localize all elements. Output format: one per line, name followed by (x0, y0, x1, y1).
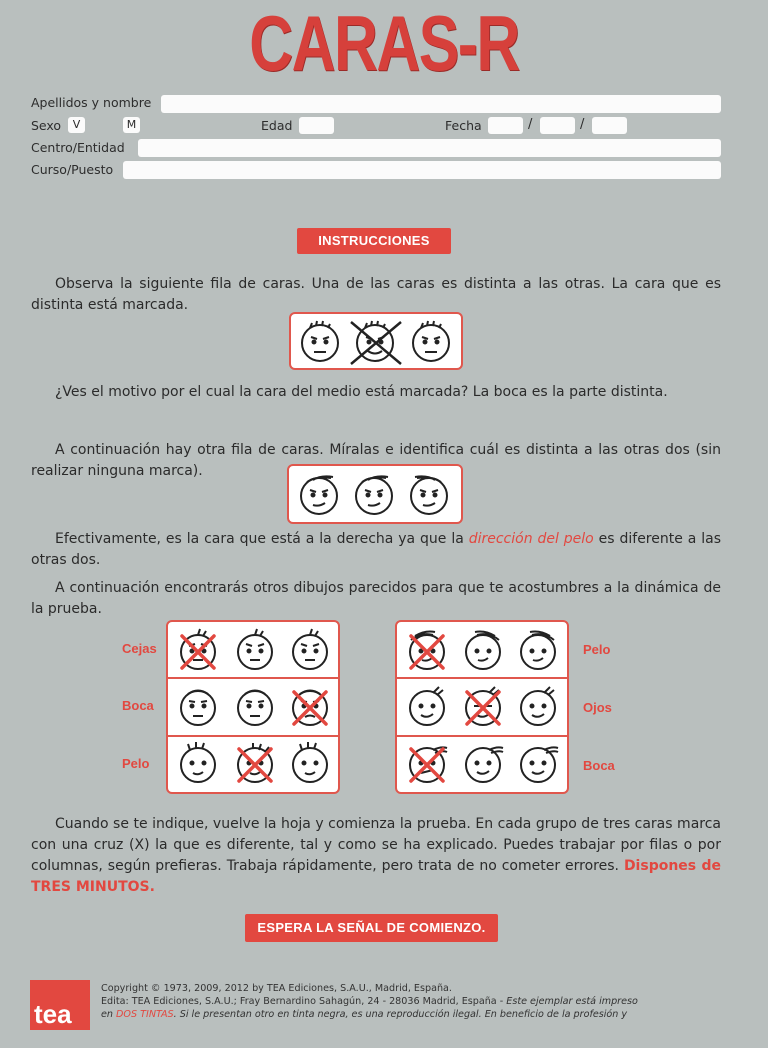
direction-paragraph: Efectivamente, es la cara que está a la derecha ya que la dirección del pelo es diferente a las otras dos. (31, 531, 721, 568)
edad-field[interactable] (299, 117, 334, 134)
tea-logo: tea (30, 980, 90, 1030)
example-faces-unmarked (287, 464, 463, 524)
curso-label: Curso/Puesto (31, 162, 114, 177)
left-row-label-1: Cejas (122, 641, 157, 656)
centro-field[interactable] (138, 139, 721, 157)
second-example-paragraph: A continuación hay otra fila de caras. Míralas e identifica cuál es distinta a las otras dos (sin realizar ninguna marca). (31, 442, 721, 479)
fecha-month-field[interactable] (540, 117, 575, 134)
sexo-label: Sexo (31, 118, 62, 133)
apellidos-label: Apellidos y nombre (31, 95, 152, 110)
highlight-text: dirección del pelo (468, 531, 594, 547)
sexo-v-option[interactable]: V (68, 117, 85, 133)
practice-paragraph: A continuación encontrarás otros dibujos parecidos para que te acostumbres a la dinámica de la prueba. (31, 580, 721, 617)
apellidos-field[interactable] (161, 95, 721, 113)
intro-paragraph: Observa la siguiente fila de caras. Una de las caras es distinta a las otras. La cara que es distinta está marcada. (31, 276, 721, 313)
fecha-label: Fecha (445, 118, 482, 133)
centro-label: Centro/Entidad (31, 140, 125, 155)
final-instructions-paragraph: Cuando se te indique, vuelve la hoja y comienza la prueba. En cada grupo de tres caras marca con una cruz (X) la que es diferente, tal y como se ha explicado. Puedes trabajar por filas o por columnas, según prefieras. Trabaja rápidamente, pero trata de no cometer errores. Dispones de TRES MINUTOS. (31, 816, 722, 895)
sexo-m-option[interactable]: M (123, 117, 140, 133)
right-row-label-1: Pelo (583, 642, 611, 657)
footer-line-3: en DOS TINTAS. Si le presentan otro en tinta negra, es una reproducción ilegal. En beneficio de la profesión y (101, 1009, 628, 1020)
fecha-day-field[interactable] (488, 117, 523, 134)
fecha-year-field[interactable] (592, 117, 627, 134)
footer-line-1: Copyright © 1973, 2009, 2012 by TEA Ediciones, S.A.U., Madrid, España. (101, 983, 452, 994)
fecha-separator: / (580, 117, 585, 132)
time-limit-text: Dispones de TRES MINUTOS. (31, 858, 722, 895)
example-faces-marked (289, 312, 463, 370)
explanation-paragraph: ¿Ves el motivo por el cual la cara del medio está marcada? La boca es la parte distinta. (55, 384, 668, 400)
instructions-banner: INSTRUCCIONES (297, 228, 451, 254)
right-practice-grid (395, 620, 569, 794)
right-row-label-2: Ojos (583, 700, 612, 715)
curso-field[interactable] (123, 161, 721, 179)
fecha-separator: / (528, 117, 533, 132)
copyright-footer (101, 982, 721, 1021)
start-signal-banner: ESPERA LA SEÑAL DE COMIENZO. (245, 914, 498, 942)
left-row-label-3: Pelo (122, 756, 150, 771)
left-practice-grid (166, 620, 340, 794)
right-row-label-3: Boca (583, 758, 615, 773)
page-title: CARAS-R (249, 0, 519, 87)
left-row-label-2: Boca (122, 698, 154, 713)
footer-line-2: Edita: TEA Ediciones, S.A.U.; Fray Bernardino Sahagún, 24 - 28036 Madrid, España - Este ejemplar está impreso (101, 996, 638, 1007)
edad-label: Edad (261, 118, 293, 133)
